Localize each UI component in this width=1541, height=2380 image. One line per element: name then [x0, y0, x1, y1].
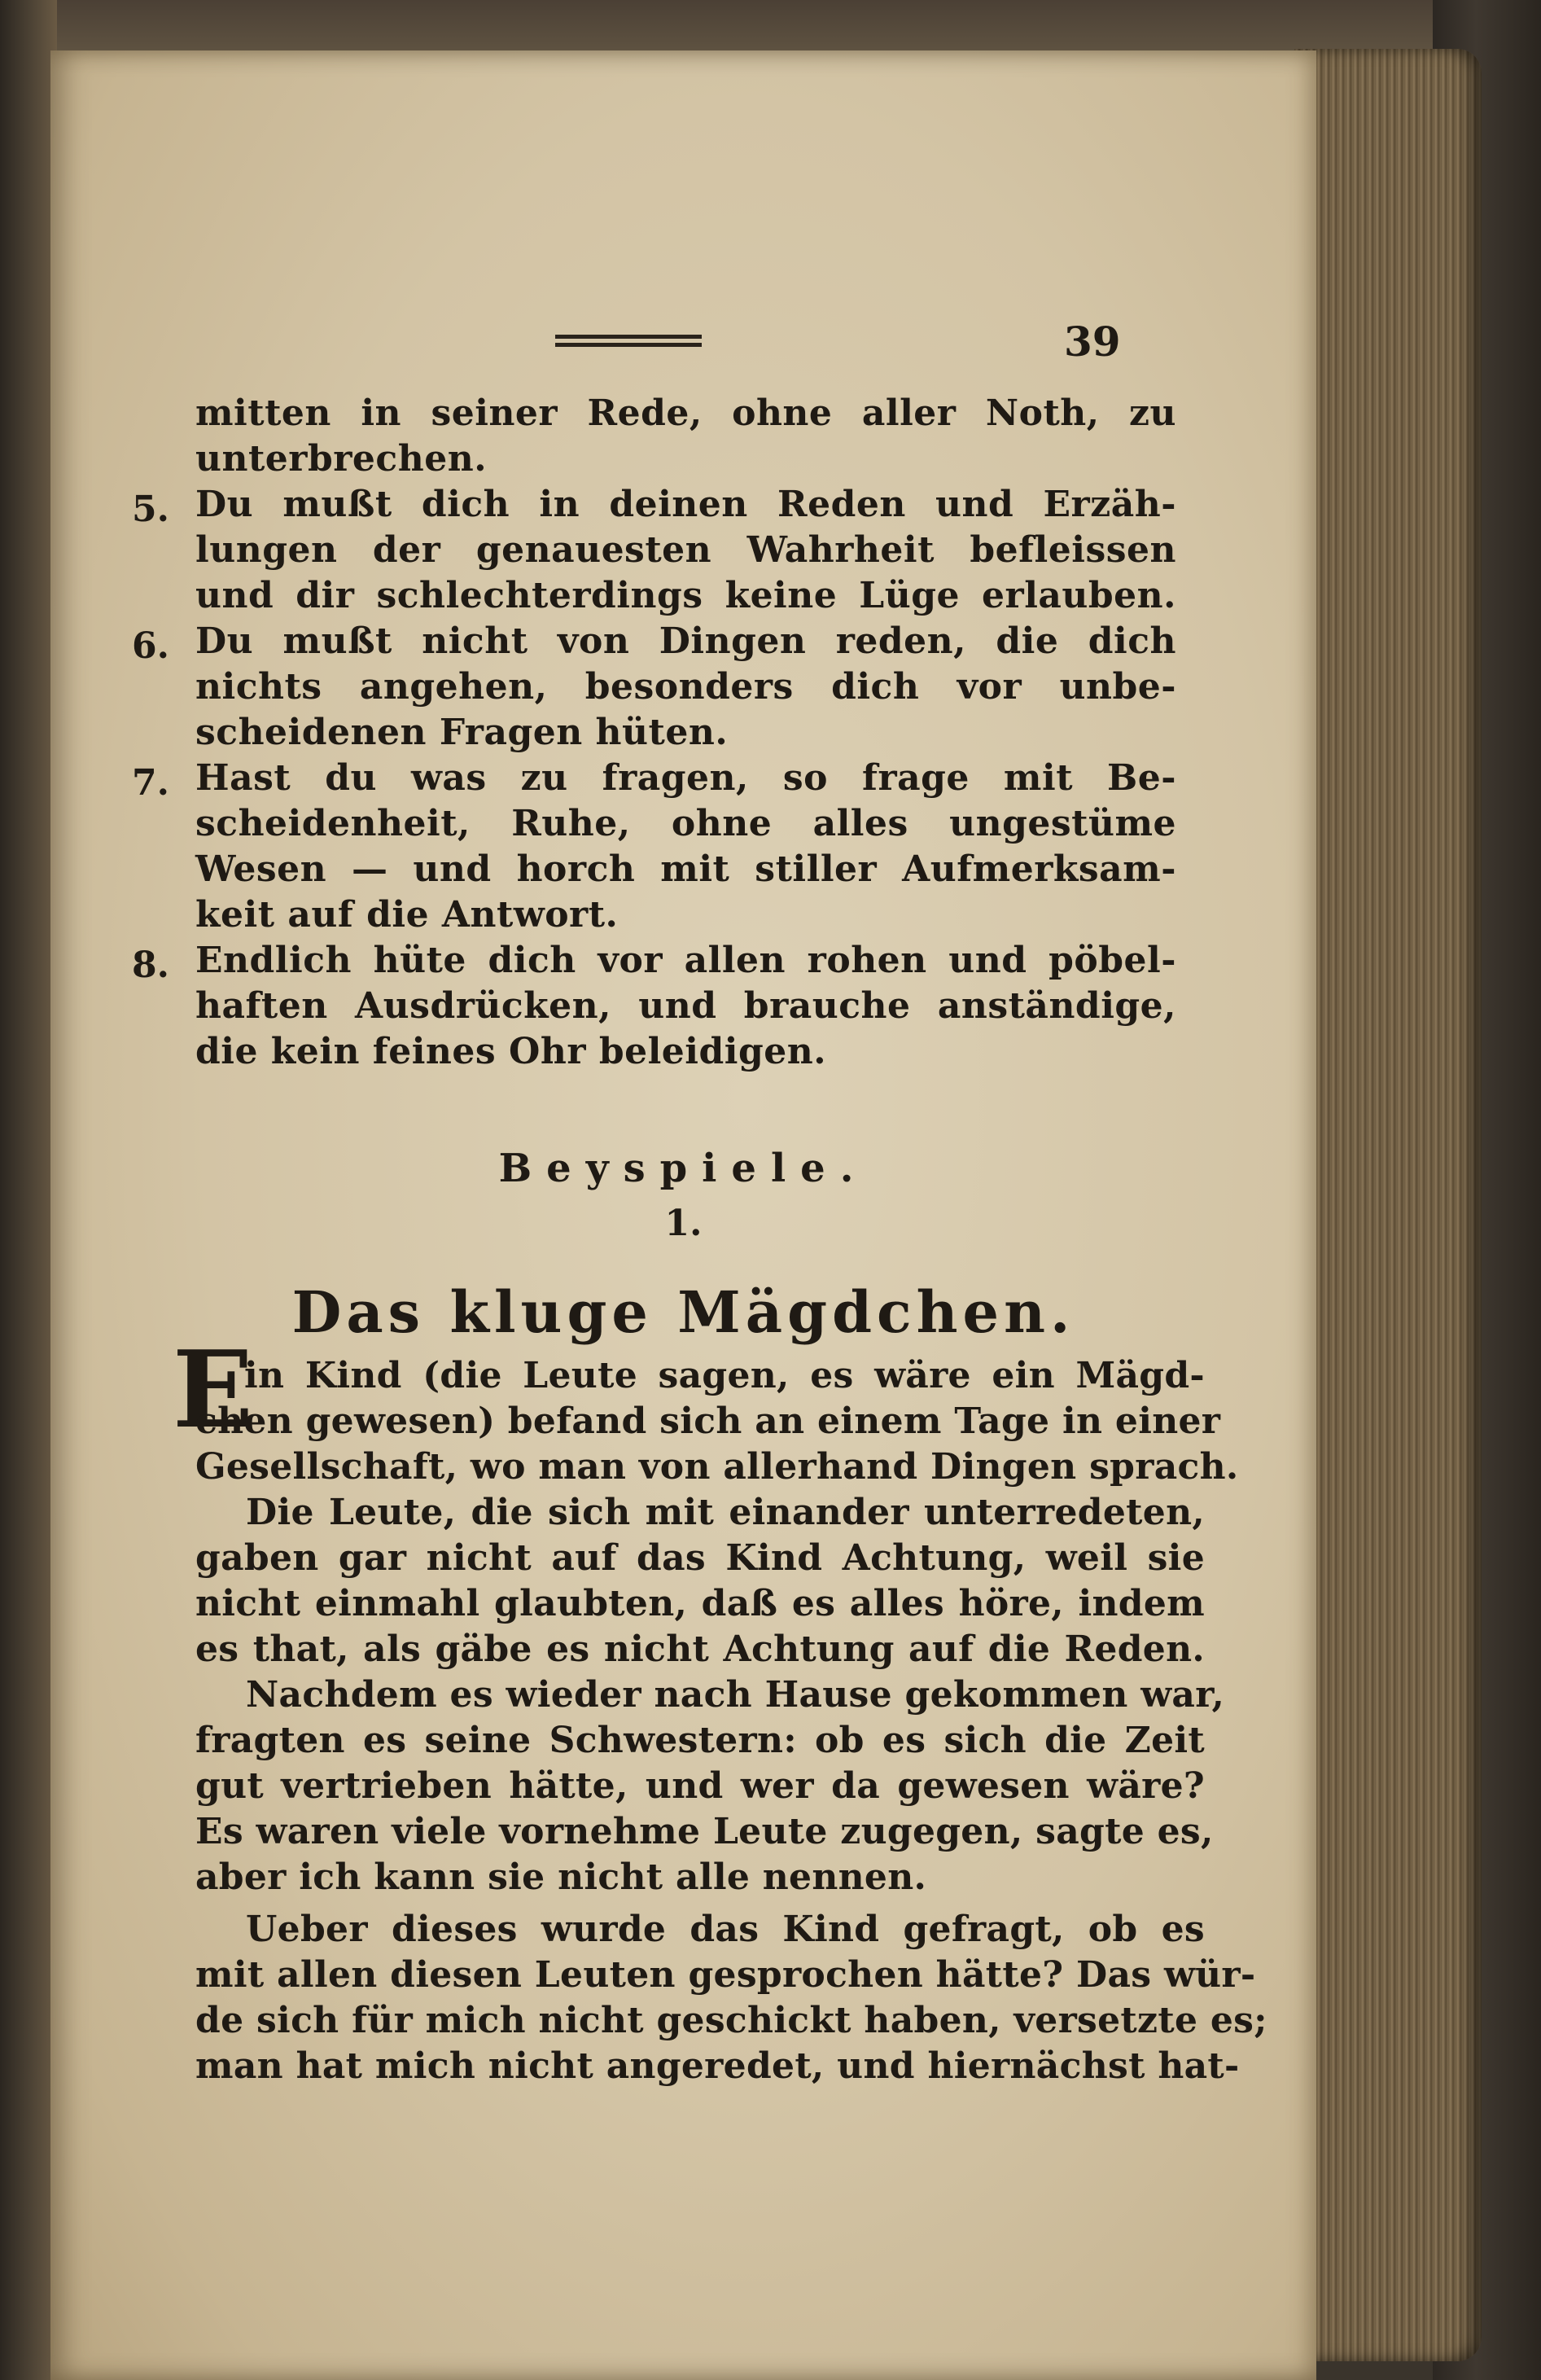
- story-line: nicht einmahl glaubten, daß es alles höre, indem: [195, 1583, 1205, 1624]
- story-line: mit allen diesen Leuten gesprochen hätte? Das wür-: [195, 1954, 1256, 1996]
- example-number: 1.: [664, 1203, 703, 1244]
- story-line: gaben gar nicht auf das Kind Achtung, weil sie: [195, 1537, 1205, 1579]
- list-line: lungen der genauesten Wahrheit befleissen: [195, 529, 1176, 571]
- page-text: [50, 50, 1316, 2380]
- story-line: es that, als gäbe es nicht Achtung auf die Reden.: [195, 1628, 1205, 1670]
- list-line: und dir schlechterdings keine Lüge erlauben.: [195, 575, 1176, 616]
- story-line: aber ich kann sie nicht alle nennen.: [195, 1856, 927, 1898]
- list-line: keit auf die Antwort.: [195, 894, 619, 936]
- list-number: 7.: [132, 762, 169, 804]
- story-line: in Kind (die Leute sagen, es wäre ein Mägd-: [244, 1355, 1205, 1396]
- list-line: haften Ausdrücken, und brauche anständige,: [195, 985, 1176, 1027]
- list-line: Du mußt nicht von Dingen reden, die dich: [195, 620, 1176, 662]
- list-line: Hast du was zu fragen, so frage mit Be-: [195, 757, 1176, 799]
- list-line: die kein feines Ohr beleidigen.: [195, 1031, 827, 1072]
- list-line: unterbrechen.: [195, 438, 488, 480]
- story-line: gut vertrieben hätte, und wer da gewesen wäre?: [195, 1765, 1205, 1807]
- list-line: Endlich hüte dich vor allen rohen und pöbel-: [195, 940, 1176, 981]
- page-number: 39: [1064, 318, 1121, 366]
- list-line: Du mußt dich in deinen Reden und Erzäh-: [195, 484, 1176, 525]
- list-line: mitten in seiner Rede, ohne aller Noth, zu: [195, 392, 1176, 434]
- section-heading: Beyspiele.: [498, 1146, 869, 1191]
- book-page: [50, 50, 1316, 2380]
- story-line: Ueber dieses wurde das Kind gefragt, ob es: [246, 1909, 1205, 1950]
- story-line: man hat mich nicht angeredet, und hiernächst hat-: [195, 2045, 1240, 2087]
- page-edges: [1294, 49, 1482, 2361]
- story-line: fragten es seine Schwestern: ob es sich die Zeit: [195, 1720, 1205, 1761]
- list-line: nichts angehen, besonders dich vor unbe-: [195, 666, 1176, 708]
- list-number: 6.: [132, 625, 169, 667]
- story-line: Nachdem es wieder nach Hause gekommen war,: [246, 1674, 1225, 1716]
- story-title: Das kluge Mägdchen.: [291, 1278, 1075, 1346]
- list-number: 5.: [132, 489, 169, 530]
- list-line: scheidenheit, Ruhe, ohne alles ungestüme: [195, 803, 1176, 844]
- drop-cap: E: [173, 1327, 254, 1452]
- list-line: Wesen — und horch mit stiller Aufmerksam-: [195, 848, 1176, 890]
- story-line: Die Leute, die sich mit einander unterredeten,: [246, 1492, 1205, 1533]
- story-line: Gesellschaft, wo man von allerhand Dingen sprach.: [195, 1446, 1239, 1488]
- story-line: Es waren viele vornehme Leute zugegen, sagte es,: [195, 1811, 1214, 1852]
- list-line: scheidenen Fragen hüten.: [195, 712, 729, 753]
- list-number: 8.: [132, 945, 169, 986]
- header-rule: [555, 333, 702, 351]
- book-spine-left: [0, 0, 57, 2380]
- story-line: chen gewesen) befand sich an einem Tage in einer: [195, 1400, 1221, 1442]
- story-line: de sich für mich nicht geschickt haben, versetzte es;: [195, 2000, 1267, 2041]
